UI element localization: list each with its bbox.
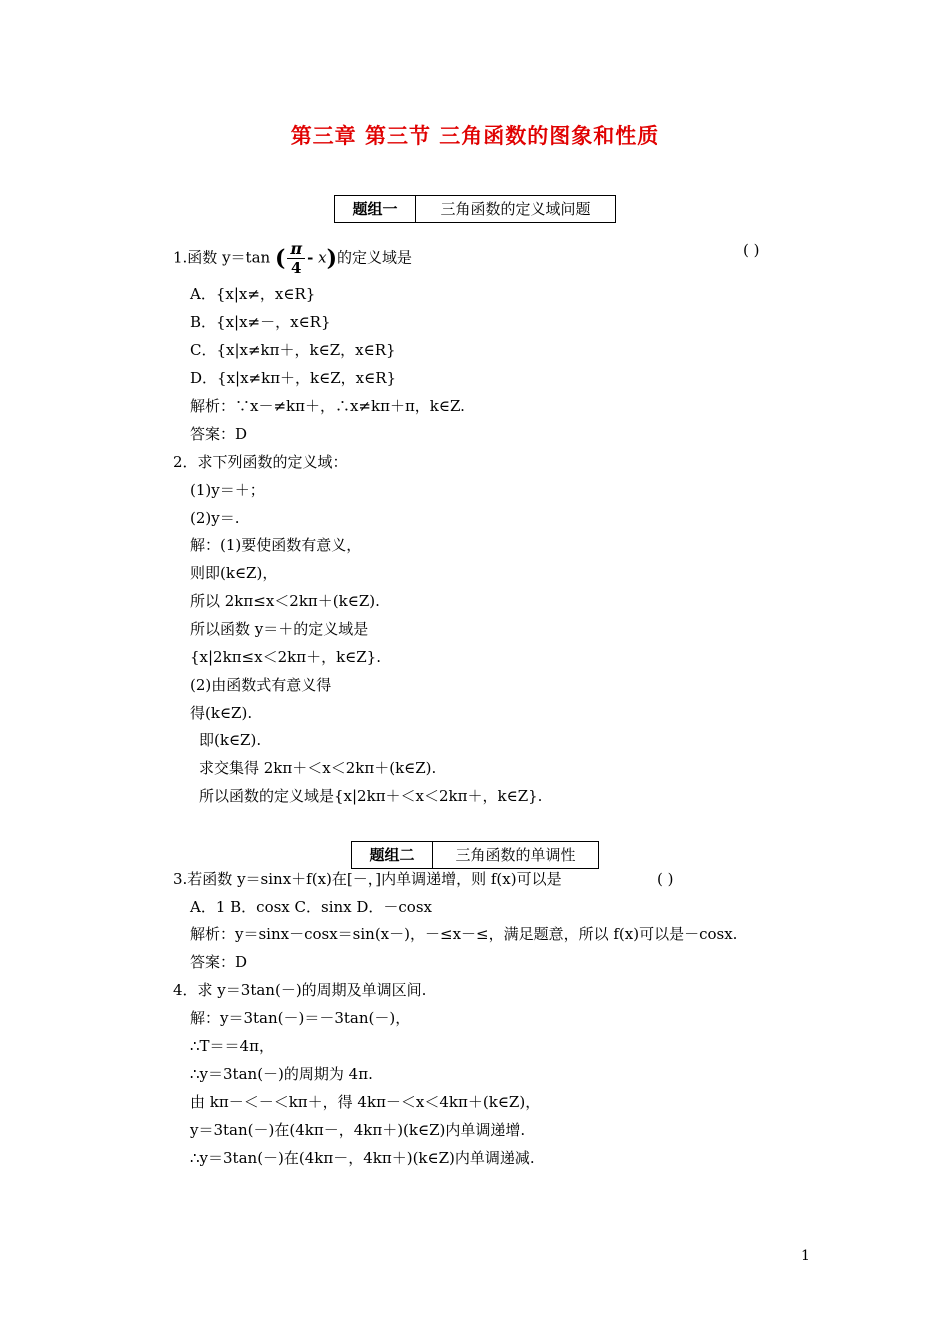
q4-solution-line: ∴T＝＝4π， bbox=[190, 1037, 274, 1055]
q1-option-a: A．{x|x≠，x∈R} bbox=[190, 285, 316, 303]
q2-solution-line: {x|2kπ≤x＜2kπ＋，k∈Z}. bbox=[190, 648, 381, 666]
q2-part-1: (1)y＝＋； bbox=[190, 481, 265, 499]
q2-solution-line: 所以函数 y＝＋的定义域是 bbox=[190, 620, 369, 638]
q1-close-paren: ) bbox=[326, 245, 338, 272]
q1-frac-denominator: 4 bbox=[291, 259, 302, 277]
q4-solution-line: 解：y＝3tan(－)＝－3tan(－)， bbox=[190, 1009, 411, 1027]
q2-solution-line: 所以函数的定义域是{x|2kπ＋＜x＜2kπ＋，k∈Z}. bbox=[199, 787, 543, 805]
group1-header bbox=[334, 195, 616, 223]
q1-option-c: C．{x|x≠kπ＋，k∈Z，x∈R} bbox=[190, 341, 396, 359]
q1-option-b: B．{x|x≠－，x∈R} bbox=[190, 313, 331, 331]
question-2: 2．求下列函数的定义域： bbox=[173, 453, 348, 471]
q2-solution-line: 则即(k∈Z)， bbox=[190, 564, 278, 582]
q3-analysis: 解析：y＝sinx－cosx＝sin(x－)，－≤x－≤，满足题意，所以 f(x)可以是－cosx. bbox=[190, 925, 738, 943]
question-4: 4．求 y＝3tan(－)的周期及单调区间. bbox=[173, 981, 427, 999]
q2-solution-line: (2)由函数式有意义得 bbox=[190, 676, 332, 694]
page-title: 第三章 第三节 三角函数的图象和性质 bbox=[290, 124, 660, 148]
group1-label: 题组一 bbox=[335, 196, 416, 222]
q2-solution-line: 求交集得 2kπ＋＜x＜2kπ＋(k∈Z). bbox=[199, 759, 437, 777]
q1-var: x bbox=[318, 248, 327, 267]
q2-solution-line: 得(k∈Z). bbox=[190, 704, 253, 722]
q1-answer: 答案：D bbox=[190, 425, 248, 443]
question-1 bbox=[173, 240, 412, 277]
q4-solution-line: y＝3tan(－)在(4kπ－，4kπ＋)(k∈Z)内单调递增. bbox=[190, 1121, 526, 1139]
question-3: 3.若函数 y＝sinx＋f(x)在[－，]内单调递增，则 f(x)可以是 bbox=[173, 870, 562, 888]
q1-prefix: 1.函数 y＝tan bbox=[173, 248, 271, 267]
q2-solution-line: 解：(1)要使函数有意义， bbox=[190, 536, 362, 554]
q4-solution-line: 由 kπ－＜－＜kπ＋，得 4kπ－＜x＜4kπ＋(k∈Z)， bbox=[190, 1093, 541, 1111]
q3-answer: 答案：D bbox=[190, 953, 248, 971]
q2-solution-line: 即(k∈Z). bbox=[199, 731, 262, 749]
q3-options: A．1 B．cosx C．sinx D．－cosx bbox=[190, 898, 433, 916]
q1-suffix: 的定义域是 bbox=[337, 248, 413, 267]
q4-solution-line: ∴y＝3tan(－)的周期为 4π. bbox=[190, 1065, 373, 1083]
q1-minus: - bbox=[307, 248, 314, 267]
page-number: 1 bbox=[801, 1248, 810, 1264]
q3-answer-blank: ( ) bbox=[657, 870, 674, 888]
q2-part-2: (2)y＝. bbox=[190, 509, 240, 527]
q1-fraction bbox=[287, 240, 305, 277]
q2-solution-line: 所以 2kπ≤x＜2kπ＋(k∈Z). bbox=[190, 592, 380, 610]
group2-topic: 三角函数的单调性 bbox=[455, 846, 576, 864]
q1-answer-blank: ( ) bbox=[743, 241, 760, 259]
q1-open-paren: ( bbox=[274, 245, 286, 272]
group1-topic: 三角函数的定义域问题 bbox=[440, 200, 591, 218]
group2-label: 题组二 bbox=[352, 842, 433, 868]
q1-analysis: 解析：∵x－≠kπ＋，∴x≠kπ＋π，k∈Z. bbox=[190, 397, 465, 415]
q1-frac-numerator: π bbox=[287, 240, 305, 259]
q4-solution-line: ∴y＝3tan(－)在(4kπ－，4kπ＋)(k∈Z)内单调递减. bbox=[190, 1149, 535, 1167]
group2-header bbox=[351, 841, 599, 869]
q1-option-d: D．{x|x≠kπ＋，k∈Z，x∈R} bbox=[190, 369, 397, 387]
